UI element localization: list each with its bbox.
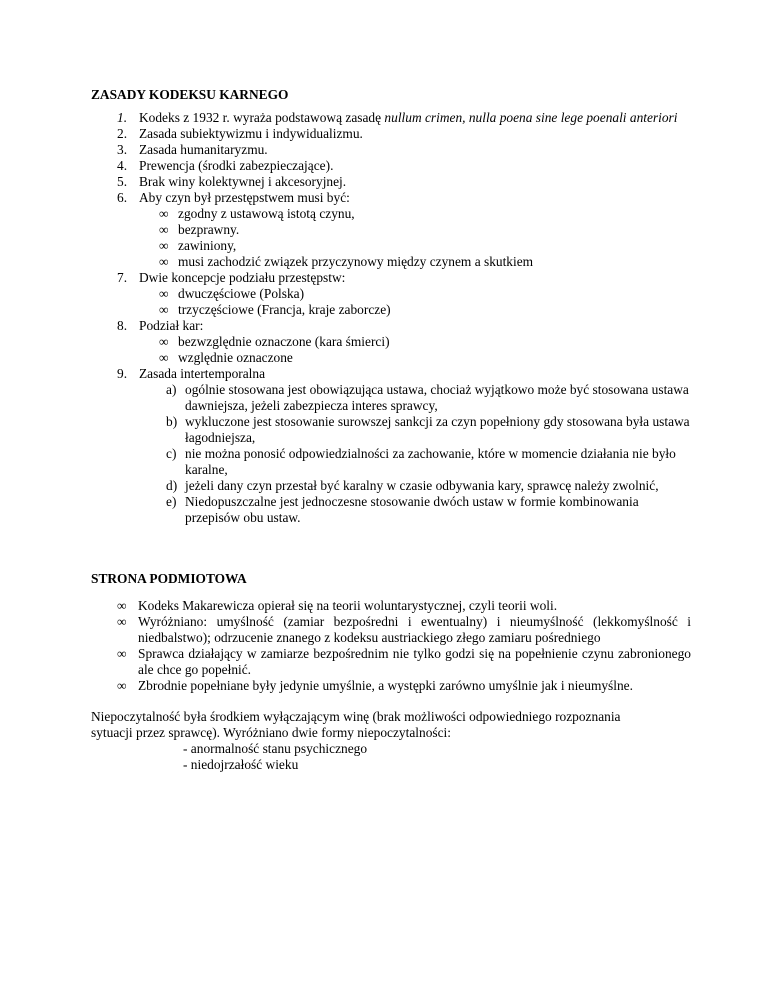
list-item [91,270,691,286]
item-text [139,110,678,125]
item-text: Zasada intertemporalna [139,366,266,381]
bullet-text: zgodny z ustawową istotą czynu, [178,206,355,221]
bullet-item [91,302,691,318]
infinity-bullet-icon: ∞ [117,646,127,661]
bullet-text: Sprawca działający w zamiarze bezpośrednim nie tylko godzi się na popełnienie czynu zabronionego ale chce go popełnić. [138,646,691,677]
sub-item-letter: a) [166,382,177,397]
item-number: 6. [117,190,128,205]
bullet-item [91,334,691,350]
item-text: Zasada humanitaryzmu. [139,142,268,157]
list-item [91,110,691,126]
sub-item-letter: d) [166,478,178,493]
bullet-item [91,286,691,302]
bullet-item [91,238,691,254]
section-title-zasady: ZASADY KODEKSU KARNEGO [91,87,289,102]
subjective-side-list [91,598,691,694]
sub-item [91,478,691,494]
bullet-text: Kodeks Makarewicza opierał się na teorii woluntarystycznej, czyli teorii woli. [138,598,558,613]
item-number: 4. [117,158,128,173]
bullet-item [91,254,691,270]
bullet-text: dwuczęściowe (Polska) [178,286,305,301]
item-text: Dwie koncepcje podziału przestępstw: [139,270,346,285]
list-item [91,190,691,206]
list-item [91,366,691,382]
bullet-item [91,350,691,366]
sub-item-text: nie można ponosić odpowiedzialności za zachowanie, które w momencie działania nie było karalne, [185,446,676,477]
bullet-text: musi zachodzić związek przyczynowy między czynem a skutkiem [178,254,534,269]
item-text: Brak winy kolektywnej i akcesoryjnej. [139,174,347,189]
bullet-text: Wyróżniano: umyślność (zamiar bezpośredni i ewentualny) i nieumyślność (lekkomyślność i niedbalstwo); odrzucenie znanego z kodeksu austriackiego złego zamiaru pośredniego [138,614,691,645]
item-number: 8. [117,318,128,333]
section-title-strona-podmiotowa: STRONA PODMIOTOWA [91,571,247,586]
infinity-bullet-icon: ∞ [159,286,169,301]
infinity-bullet-icon: ∞ [117,598,127,613]
sub-item [91,414,691,446]
list-item [91,158,691,174]
item-text: Aby czyn był przestępstwem musi być: [139,190,350,205]
infinity-bullet-icon: ∞ [159,238,169,253]
item-number: 7. [117,270,128,285]
sub-item [91,382,691,414]
insanity-paragraph [91,709,691,773]
sub-item-letter: e) [166,494,177,509]
bullet-text: względnie oznaczone [178,350,293,365]
list-item [91,126,691,142]
infinity-bullet-icon: ∞ [159,302,169,317]
paragraph-line: sytuacji przez sprawcę). Wyróżniano dwie formy niepoczytalności: [91,725,451,740]
bullet-text: bezwzględnie oznaczone (kara śmierci) [178,334,390,349]
sub-item-letter: b) [166,414,178,429]
item-number: 2. [117,126,128,141]
infinity-bullet-icon: ∞ [159,206,169,221]
item-text: Zasada subiektywizmu i indywidualizmu. [139,126,363,141]
sub-item [91,446,691,478]
infinity-bullet-icon: ∞ [159,254,169,269]
list-item [91,142,691,158]
paragraph-line: Niepoczytalność była środkiem wyłączającym winę (brak możliwości odpowiedniego rozpoznania [91,709,621,724]
sub-item [91,494,691,526]
item-text-prefix: Kodeks z 1932 r. wyraża podstawową zasadę [139,110,385,125]
bullet-text: trzyczęściowe (Francja, kraje zaborcze) [178,302,391,317]
sub-item-text: wykluczone jest stosowanie surowszej sankcji za czyn popełniony gdy stosowana była ustawa łagodniejsza, [185,414,690,445]
infinity-bullet-icon: ∞ [159,334,169,349]
item-number: 3. [117,142,128,157]
form-item: - anormalność stanu psychicznego [183,741,368,756]
list-item [91,174,691,190]
sub-item-text: Niedopuszczalne jest jednoczesne stosowanie dwóch ustaw w formie kombinowania przepisów obu ustaw. [185,494,639,525]
bullet-text: zawiniony, [178,238,237,253]
infinity-bullet-icon: ∞ [117,614,127,629]
latin-maxim: nullum crimen, nulla poena sine lege poenali anteriori [384,110,678,125]
bullet-text: Zbrodnie popełniane były jedynie umyślnie, a występki zarówno umyślnie jak i nieumyślne. [138,678,633,693]
bullet-item [91,614,691,646]
bullet-item [91,678,691,694]
sub-item-text: jeżeli dany czyn przestał być karalny w czasie odbywania kary, sprawcę należy zwolnić, [185,478,659,493]
bullet-text: bezprawny. [178,222,240,237]
bullet-item [91,222,691,238]
item-number: 1. [117,110,128,125]
bullet-item [91,598,691,614]
form-item: - niedojrzałość wieku [183,757,299,772]
bullet-item [91,206,691,222]
infinity-bullet-icon: ∞ [117,678,127,693]
infinity-bullet-icon: ∞ [159,222,169,237]
sub-item-text: ogólnie stosowana jest obowiązująca ustawa, chociaż wyjątkowo może być stosowana ustawa dawniejsza, jeżeli zabezpiecza interes sprawcy, [185,382,689,413]
item-text: Prewencja (środki zabezpieczające). [139,158,334,173]
bullet-item [91,646,691,678]
item-number: 9. [117,366,128,381]
sub-item-letter: c) [166,446,177,461]
list-item [91,318,691,334]
infinity-bullet-icon: ∞ [159,350,169,365]
item-text: Podział kar: [139,318,204,333]
item-number: 5. [117,174,128,189]
principles-list [91,110,691,526]
